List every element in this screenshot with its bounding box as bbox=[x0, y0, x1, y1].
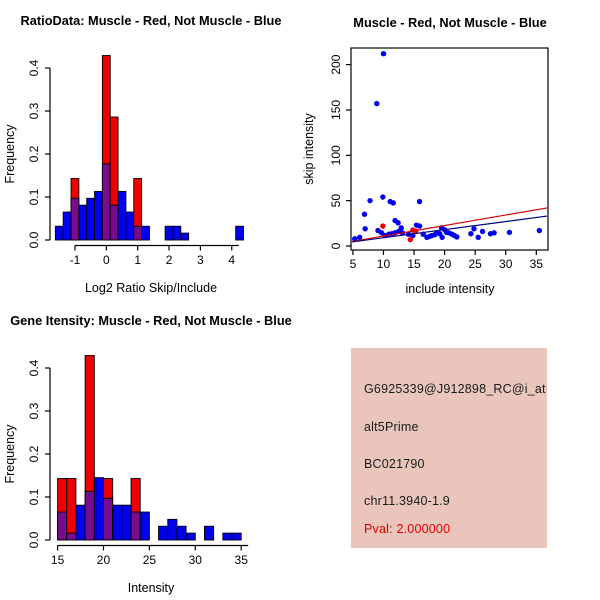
svg-text:20: 20 bbox=[437, 257, 452, 271]
svg-text:35: 35 bbox=[529, 257, 543, 271]
svg-text:0.1: 0.1 bbox=[27, 488, 41, 506]
svg-text:0.2: 0.2 bbox=[27, 145, 41, 163]
svg-text:Muscle - Red, Not Muscle - Blu: Muscle - Red, Not Muscle - Blue bbox=[353, 15, 547, 30]
svg-text:Frequency: Frequency bbox=[3, 424, 17, 484]
svg-text:0.3: 0.3 bbox=[27, 402, 41, 420]
svg-text:50: 50 bbox=[329, 193, 343, 208]
splice-type-text: alt5Prime bbox=[364, 420, 419, 434]
svg-text:4: 4 bbox=[228, 253, 236, 267]
svg-text:0: 0 bbox=[329, 242, 343, 250]
svg-text:skip intensity: skip intensity bbox=[302, 113, 316, 185]
svg-text:200: 200 bbox=[329, 54, 343, 75]
svg-text:0.0: 0.0 bbox=[27, 531, 41, 549]
svg-text:35: 35 bbox=[234, 553, 248, 567]
svg-text:0.4: 0.4 bbox=[27, 359, 41, 377]
svg-text:2: 2 bbox=[165, 253, 173, 267]
probe-id-text: G6925339@J912898_RC@i_at bbox=[364, 382, 546, 396]
svg-text:25: 25 bbox=[142, 553, 157, 567]
svg-text:Intensity: Intensity bbox=[127, 581, 175, 595]
svg-text:Log2 Ratio Skip/Include: Log2 Ratio Skip/Include bbox=[84, 281, 218, 295]
ratio-histogram-chart bbox=[0, 0, 300, 300]
intensity-scatter-chart bbox=[300, 0, 600, 300]
svg-text:0.2: 0.2 bbox=[27, 445, 41, 463]
svg-text:Frequency: Frequency bbox=[3, 124, 17, 184]
svg-text:20: 20 bbox=[96, 553, 111, 567]
svg-text:10: 10 bbox=[376, 257, 391, 271]
gene-intensity-histogram-chart bbox=[0, 300, 300, 600]
svg-text:150: 150 bbox=[329, 99, 343, 120]
gene-info-box bbox=[351, 348, 547, 548]
svg-text:3: 3 bbox=[197, 253, 204, 267]
gene-intensity-histogram-panel bbox=[0, 300, 300, 600]
intensity-scatter-panel bbox=[300, 0, 600, 300]
svg-text:30: 30 bbox=[499, 257, 513, 271]
svg-text:15: 15 bbox=[407, 257, 421, 271]
svg-text:1: 1 bbox=[134, 253, 142, 267]
svg-text:0: 0 bbox=[102, 253, 110, 267]
svg-text:100: 100 bbox=[329, 145, 343, 166]
svg-text:-1: -1 bbox=[69, 253, 81, 267]
svg-text:Gene Itensity: Muscle - Red, N: Gene Itensity: Muscle - Red, Not Muscle - Blue bbox=[10, 313, 292, 328]
locus-text: chr11.3940-1.9 bbox=[364, 494, 450, 508]
svg-text:30: 30 bbox=[188, 553, 202, 567]
svg-text:15: 15 bbox=[50, 553, 65, 567]
svg-text:0.4: 0.4 bbox=[27, 59, 41, 77]
svg-text:include intensity: include intensity bbox=[405, 282, 495, 296]
pval-text: Pval: 2.000000 bbox=[364, 522, 451, 536]
svg-text:0.1: 0.1 bbox=[27, 188, 41, 206]
svg-text:0.3: 0.3 bbox=[27, 102, 41, 120]
svg-text:5: 5 bbox=[349, 257, 357, 271]
gene-info-panel bbox=[300, 300, 600, 600]
ratio-histogram-panel bbox=[0, 0, 300, 300]
svg-text:25: 25 bbox=[468, 257, 482, 271]
svg-text:RatioData: Muscle - Red, Not M: RatioData: Muscle - Red, Not Muscle - Blue bbox=[20, 13, 282, 28]
svg-text:0.0: 0.0 bbox=[27, 231, 41, 249]
accession-text: BC021790 bbox=[364, 457, 425, 471]
